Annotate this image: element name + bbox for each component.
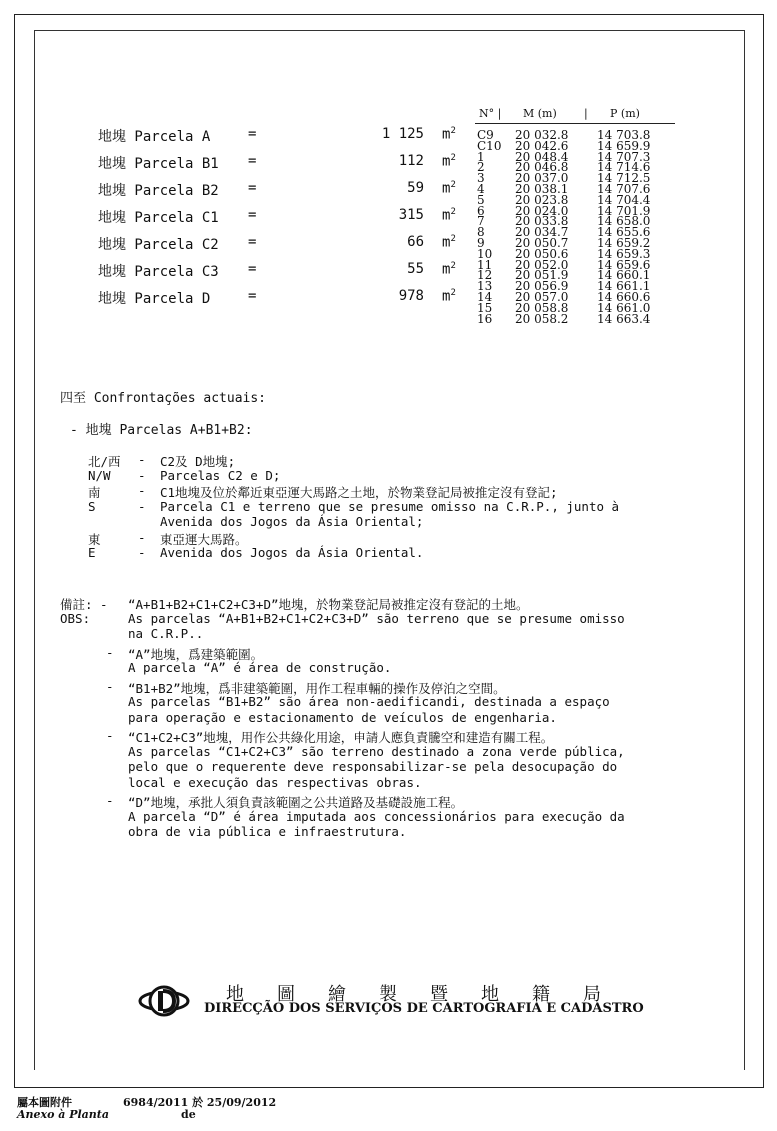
area-value: 59	[407, 180, 424, 196]
observation-text: pelo que o requerente deve responsabilizar-se pela desocupação do	[128, 759, 618, 774]
coord-p: 14 714.6	[597, 160, 651, 175]
confrontation-text: C1地塊及位於鄰近東亞運大馬路之土地，於物業登記局被推定沒有登記;	[160, 485, 558, 500]
point-number: 11	[477, 257, 493, 272]
parcel-name: 地塊 Parcela C3	[98, 264, 219, 280]
coord-p: 14 661.0	[597, 300, 651, 315]
unit-exponent: 2	[450, 126, 456, 136]
coord-p: 14 660.6	[597, 289, 651, 304]
footer-char: 局	[583, 984, 601, 1005]
unit-exponent: 2	[450, 288, 456, 298]
observation-text: As parcelas “C1+C2+C3” são terreno destinado a zona verde pública,	[128, 743, 625, 759]
confrontation-text: Parcela C1 e terreno que se presume omisso na C.R.P., junto à	[160, 498, 620, 514]
observation-text: A parcela “D” é área imputada aos concessionários para execução da	[128, 808, 625, 824]
unit-base: m	[442, 126, 451, 143]
observation-text: “B1+B2”地塊，爲非建築範圍，用作工程車輛的操作及停泊之空間。	[128, 680, 506, 696]
dash: -	[138, 467, 146, 483]
area-value: 315	[398, 207, 424, 223]
parcel-name: 地塊 Parcela B1	[98, 156, 219, 172]
point-number: 12	[477, 268, 493, 283]
point-number: 13	[477, 279, 493, 294]
header-m: M (m)	[523, 107, 557, 120]
footer-char: 暨	[430, 984, 448, 1005]
coord-m: 20 050.6	[515, 246, 569, 261]
direction-label: S	[88, 498, 96, 514]
unit-exponent: 2	[450, 207, 456, 217]
equals-sign: =	[248, 234, 257, 250]
parcel-name: 地塊 Parcela B2	[98, 183, 219, 199]
point-number: 6	[477, 203, 485, 218]
observation-label: -	[106, 644, 114, 660]
parcel-name: 地塊 Parcela C1	[98, 210, 219, 226]
coordinate-row	[475, 311, 675, 326]
footer-title-portuguese: DIRECÇÃO DOS SERVIÇOS DE CARTOGRAFIA E CADASTRO	[204, 1001, 644, 1016]
point-number: 2	[477, 160, 485, 175]
observation-text: na C.R.P..	[128, 626, 204, 641]
footer-char: 繪	[328, 984, 346, 1005]
coord-p: 14 704.4	[597, 192, 651, 207]
unit-exponent: 2	[450, 261, 456, 271]
direction-label: E	[88, 545, 96, 560]
direction-label: 北/西	[88, 454, 121, 469]
equals-sign: =	[248, 153, 257, 169]
parcel-name: 地塊 Parcela D	[98, 291, 211, 307]
observation-label: OBS:	[60, 610, 91, 626]
observation-text: local e execução das respectivas obras.	[128, 774, 422, 790]
point-number: 7	[477, 214, 485, 229]
confrontations-title: 四至 Confrontações actuais:	[60, 391, 267, 406]
observation-text: “C1+C2+C3”地塊，用作公共綠化用途，申請人應負責騰空和建造有關工程。	[128, 730, 554, 745]
observation-text: “D”地塊，承批人須負責該範圍之公共道路及基礎設施工程。	[128, 795, 464, 810]
observation-text: para operação e estacionamento de veículos de engenharia.	[128, 709, 557, 725]
unit-base: m	[442, 207, 451, 224]
annex-label-pt: Anexo à Planta	[17, 1108, 109, 1121]
coordinates-table-header	[475, 107, 675, 124]
dash: -	[138, 452, 146, 467]
coord-m: 20 051.9	[515, 268, 569, 283]
dash: -	[138, 529, 146, 545]
coord-m: 20 048.4	[515, 149, 569, 164]
coordinates-table-body	[475, 130, 675, 324]
area-unit	[442, 207, 456, 224]
area-unit	[442, 126, 456, 143]
direction-label: N/W	[88, 467, 111, 483]
direction-label: 東	[88, 531, 101, 547]
confrontation-text: Parcelas C2 e D;	[160, 467, 281, 483]
coord-m: 20 023.8	[515, 192, 569, 207]
header-p: P (m)	[610, 107, 640, 120]
parcel-name: 地塊 Parcela C2	[98, 237, 219, 253]
point-number: 4	[477, 181, 485, 196]
inner-border-top	[34, 30, 744, 31]
coord-p: 14 658.0	[597, 214, 651, 229]
coord-p: 14 655.6	[597, 225, 651, 240]
coord-p: 14 701.9	[597, 203, 651, 218]
coord-p: 14 712.5	[597, 171, 651, 186]
parcel-name: 地塊 Parcela A	[98, 129, 211, 145]
observation-label: -	[106, 678, 114, 694]
point-number: 10	[477, 246, 493, 261]
confrontation-text: 東亞運大馬路。	[160, 531, 248, 547]
footer-char: 籍	[532, 984, 550, 1005]
unit-base: m	[442, 234, 451, 251]
equals-sign: =	[248, 207, 257, 223]
header-number: N° |	[479, 107, 502, 120]
observation-label: -	[106, 793, 114, 808]
coord-m: 20 046.8	[515, 160, 569, 175]
observation-text: obra de via pública e infraestrutura.	[128, 824, 407, 839]
dash: -	[138, 498, 146, 514]
coord-p: 14 659.3	[597, 246, 651, 261]
coord-m: 20 057.0	[515, 289, 569, 304]
coord-p: 14 707.6	[597, 181, 651, 196]
coord-m: 20 050.7	[515, 235, 569, 250]
point-number: 1	[477, 149, 485, 164]
equals-sign: =	[248, 261, 257, 277]
footer-char: 地	[481, 984, 499, 1005]
area-value: 978	[398, 288, 424, 304]
observation-text: As parcelas “A+B1+B2+C1+C2+C3+D” são terreno que se presume omisso	[128, 610, 625, 626]
header-separator: |	[584, 107, 588, 120]
point-number: 3	[477, 171, 485, 186]
point-number: 16	[477, 311, 493, 326]
inner-border-right	[744, 30, 745, 1070]
inner-border-left	[34, 30, 35, 1070]
point-number: C9	[477, 128, 494, 142]
coord-p: 14 707.3	[597, 149, 651, 164]
dash: -	[138, 545, 146, 560]
coord-m: 20 034.7	[515, 225, 569, 240]
confrontation-text: C2及 D地塊;	[160, 454, 236, 469]
area-value: 112	[398, 153, 424, 169]
coord-m: 20 042.6	[515, 138, 569, 153]
area-value: 66	[407, 234, 424, 250]
point-number: 9	[477, 235, 485, 250]
coord-p: 14 663.4	[597, 311, 651, 326]
unit-base: m	[442, 288, 451, 305]
coord-p: 14 659.6	[597, 257, 651, 272]
unit-exponent: 2	[450, 234, 456, 244]
observation-text: As parcelas “B1+B2” são área non-aedificandi, destinada a espaço	[128, 694, 610, 709]
footer-char: 地	[226, 984, 244, 1005]
coord-p: 14 703.8	[597, 128, 651, 142]
point-number: 15	[477, 300, 493, 315]
observation-label: 備註: -	[60, 597, 108, 612]
unit-exponent: 2	[450, 153, 456, 163]
coord-m: 20 052.0	[515, 257, 569, 272]
coord-m: 20 033.8	[515, 214, 569, 229]
equals-sign: =	[248, 126, 257, 142]
area-unit	[442, 288, 456, 305]
unit-base: m	[442, 261, 451, 278]
annex-number: 6984/2011 於 25/09/2012	[123, 1096, 277, 1109]
coord-m: 20 058.8	[515, 300, 569, 315]
coord-m: 20 056.9	[515, 279, 569, 294]
annex-label-zh: 屬本圖附件	[17, 1096, 72, 1109]
area-unit	[442, 261, 456, 278]
equals-sign: =	[248, 288, 257, 304]
point-number: 8	[477, 225, 485, 240]
point-number: 5	[477, 192, 485, 207]
dash: -	[138, 483, 146, 498]
observation-label: -	[106, 728, 114, 743]
direction-label: 南	[88, 485, 101, 500]
footer-char: 製	[379, 984, 397, 1005]
coord-m: 20 024.0	[515, 203, 569, 218]
unit-base: m	[442, 153, 451, 170]
footer-char: 圖	[277, 984, 295, 1005]
area-value: 1 125	[381, 126, 424, 142]
coord-m: 20 032.8	[515, 128, 569, 142]
equals-sign: =	[248, 180, 257, 196]
area-unit	[442, 234, 456, 251]
confrontations-parcels-heading: - 地塊 Parcelas A+B1+B2:	[70, 423, 253, 438]
area-unit	[442, 180, 456, 197]
area-unit	[442, 153, 456, 170]
unit-base: m	[442, 180, 451, 197]
annex-de: de	[181, 1108, 196, 1121]
coord-p: 14 659.9	[597, 138, 651, 153]
dscc-logo-icon	[138, 982, 190, 1020]
area-value: 55	[407, 261, 424, 277]
confrontation-text: Avenida dos Jogos da Ásia Oriental;	[160, 514, 424, 529]
observation-text: “A”地塊，爲建築範圍。	[128, 646, 264, 662]
unit-exponent: 2	[450, 180, 456, 190]
coord-m: 20 038.1	[515, 181, 569, 196]
coord-p: 14 660.1	[597, 268, 651, 283]
coord-p: 14 661.1	[597, 279, 651, 294]
confrontation-text: Avenida dos Jogos da Ásia Oriental.	[160, 545, 424, 560]
coord-m: 20 037.0	[515, 171, 569, 186]
point-number: 14	[477, 289, 493, 304]
observation-text: A parcela “A” é área de construção.	[128, 660, 392, 675]
observation-text: “A+B1+B2+C1+C2+C3+D”地塊，於物業登記局被推定沒有登記的土地。	[128, 597, 529, 612]
coordinates-table	[475, 107, 675, 324]
point-number: C10	[477, 138, 502, 153]
coord-p: 14 659.2	[597, 235, 651, 250]
coord-m: 20 058.2	[515, 311, 569, 326]
